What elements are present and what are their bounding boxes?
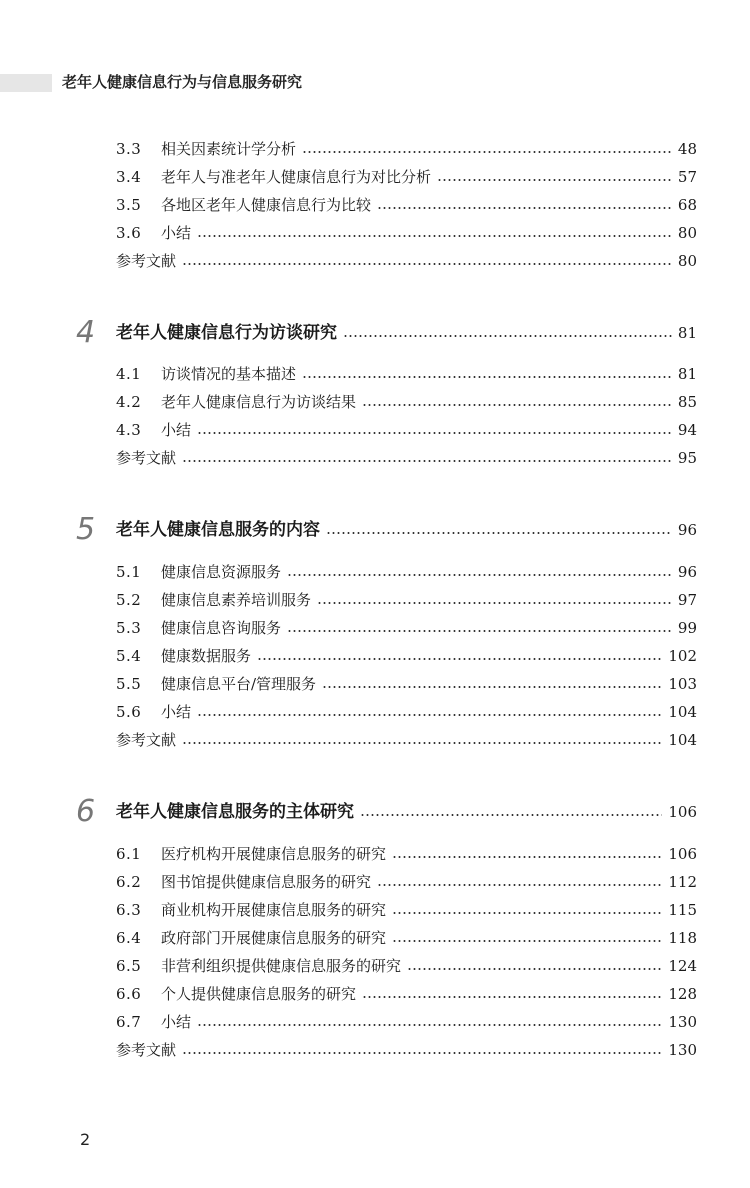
- dot-leader: [302, 376, 672, 378]
- dot-leader: [326, 532, 672, 534]
- entry-title: 小结: [161, 421, 192, 439]
- toc-section-6-2[interactable]: [116, 870, 697, 894]
- toc-section-6-5[interactable]: [116, 954, 697, 978]
- dot-leader: [407, 968, 662, 970]
- dot-leader: [182, 263, 672, 265]
- toc-references[interactable]: [116, 249, 697, 273]
- page-ref: 97: [677, 591, 697, 609]
- page-ref: 102: [668, 647, 697, 665]
- page-ref: 128: [668, 985, 697, 1003]
- dot-leader: [377, 884, 662, 886]
- dot-leader: [392, 912, 662, 914]
- chapter-number: 6: [76, 794, 96, 829]
- page-ref: 80: [677, 252, 697, 270]
- toc-section-3-6[interactable]: [116, 221, 697, 245]
- entry-title: 参考文献: [116, 1041, 177, 1059]
- chapter-title: 老年人健康信息服务的内容: [116, 520, 320, 540]
- toc-section-3-3[interactable]: [116, 137, 697, 161]
- toc-chapter-5[interactable]: [76, 512, 697, 548]
- section-number: 6.7: [116, 1013, 142, 1031]
- dot-leader: [377, 207, 672, 209]
- page-ref: 81: [677, 324, 697, 342]
- section-number: 3.6: [116, 224, 142, 242]
- dot-leader: [392, 856, 662, 858]
- toc-chapter-4[interactable]: [76, 315, 697, 351]
- toc-section-5-6[interactable]: [116, 700, 697, 724]
- toc-section-5-3[interactable]: [116, 616, 697, 640]
- section-number: 5.1: [116, 563, 142, 581]
- page-ref: 80: [677, 224, 697, 242]
- section-number: 3.3: [116, 140, 142, 158]
- page-ref: 96: [677, 563, 697, 581]
- toc-section-5-2[interactable]: [116, 588, 697, 612]
- entry-title: 老年人健康信息行为访谈结果: [161, 393, 357, 411]
- entry-title: 参考文献: [116, 449, 177, 467]
- chapter-title: 老年人健康信息行为访谈研究: [116, 323, 337, 343]
- dot-leader: [197, 432, 672, 434]
- toc-references[interactable]: [116, 446, 697, 470]
- section-number: 6.1: [116, 845, 142, 863]
- section-number: 6.2: [116, 873, 142, 891]
- dot-leader: [182, 742, 662, 744]
- section-number: 4.1: [116, 365, 142, 383]
- page-ref: 106: [668, 803, 697, 821]
- page-ref: 68: [677, 196, 697, 214]
- page-ref: 112: [668, 873, 697, 891]
- dot-leader: [343, 335, 672, 337]
- dot-leader: [362, 404, 672, 406]
- page-ref: 96: [677, 521, 697, 539]
- page-ref: 106: [668, 845, 697, 863]
- entry-title: 小结: [161, 1013, 192, 1031]
- dot-leader: [257, 658, 662, 660]
- dot-leader: [287, 630, 672, 632]
- entry-title: 非营利组织提供健康信息服务的研究: [161, 957, 402, 975]
- entry-title: 健康信息平台/管理服务: [161, 675, 317, 693]
- entry-title: 各地区老年人健康信息行为比较: [161, 196, 372, 214]
- chapter-number: 4: [76, 315, 96, 350]
- entry-title: 小结: [161, 703, 192, 721]
- toc-section-5-4[interactable]: [116, 644, 697, 668]
- toc-section-6-7[interactable]: [116, 1010, 697, 1034]
- entry-title: 参考文献: [116, 731, 177, 749]
- dot-leader: [362, 996, 662, 998]
- entry-title: 相关因素统计学分析: [161, 140, 297, 158]
- entry-title: 商业机构开展健康信息服务的研究: [161, 901, 387, 919]
- dot-leader: [302, 151, 672, 153]
- toc-section-4-1[interactable]: [116, 362, 697, 386]
- running-header-title: 老年人健康信息行为与信息服务研究: [62, 73, 303, 91]
- entry-title: 健康信息资源服务: [161, 563, 282, 581]
- toc-section-4-2[interactable]: [116, 390, 697, 414]
- section-number: 5.5: [116, 675, 142, 693]
- page-ref: 57: [677, 168, 697, 186]
- section-number: 6.4: [116, 929, 142, 947]
- section-number: 5.3: [116, 619, 142, 637]
- toc-references[interactable]: [116, 1038, 697, 1062]
- dot-leader: [322, 686, 662, 688]
- page-ref: 124: [668, 957, 697, 975]
- chapter-number: 5: [76, 512, 96, 547]
- section-number: 3.5: [116, 196, 142, 214]
- dot-leader: [437, 179, 672, 181]
- chapter-title: 老年人健康信息服务的主体研究: [116, 802, 354, 822]
- entry-title: 参考文献: [116, 252, 177, 270]
- toc-section-3-4[interactable]: [116, 165, 697, 189]
- toc-section-6-1[interactable]: [116, 842, 697, 866]
- dot-leader: [392, 940, 662, 942]
- page-ref: 99: [677, 619, 697, 637]
- entry-title: 访谈情况的基本描述: [161, 365, 297, 383]
- entry-title: 个人提供健康信息服务的研究: [161, 985, 357, 1003]
- entry-title: 老年人与准老年人健康信息行为对比分析: [161, 168, 432, 186]
- section-number: 5.2: [116, 591, 142, 609]
- toc-section-6-3[interactable]: [116, 898, 697, 922]
- section-number: 5.6: [116, 703, 142, 721]
- toc-references[interactable]: [116, 728, 697, 752]
- section-number: 6.6: [116, 985, 142, 1003]
- dot-leader: [287, 574, 672, 576]
- entry-title: 健康数据服务: [161, 647, 252, 665]
- section-number: 6.3: [116, 901, 142, 919]
- entry-title: 健康信息素养培训服务: [161, 591, 312, 609]
- page-ref: 95: [677, 449, 697, 467]
- dot-leader: [182, 460, 672, 462]
- toc-section-6-4[interactable]: [116, 926, 697, 950]
- dot-leader: [197, 235, 672, 237]
- dot-leader: [360, 814, 662, 816]
- section-number: 3.4: [116, 168, 142, 186]
- toc-section-6-6[interactable]: [116, 982, 697, 1006]
- section-number: 4.2: [116, 393, 142, 411]
- entry-title: 政府部门开展健康信息服务的研究: [161, 929, 387, 947]
- toc-section-4-3[interactable]: [116, 418, 697, 442]
- page-ref: 85: [677, 393, 697, 411]
- page-ref: 103: [668, 675, 697, 693]
- page-ref: 81: [677, 365, 697, 383]
- entry-title: 健康信息咨询服务: [161, 619, 282, 637]
- toc-section-5-5[interactable]: [116, 672, 697, 696]
- section-number: 5.4: [116, 647, 142, 665]
- section-number: 6.5: [116, 957, 142, 975]
- dot-leader: [197, 1024, 662, 1026]
- entry-title: 小结: [161, 224, 192, 242]
- page-ref: 104: [668, 703, 697, 721]
- page-ref: 94: [677, 421, 697, 439]
- entry-title: 医疗机构开展健康信息服务的研究: [161, 845, 387, 863]
- header-band: [0, 74, 52, 92]
- page-number: 2: [80, 1130, 91, 1149]
- page-ref: 115: [668, 901, 697, 919]
- page-ref: 48: [677, 140, 697, 158]
- entry-title: 图书馆提供健康信息服务的研究: [161, 873, 372, 891]
- section-number: 4.3: [116, 421, 142, 439]
- dot-leader: [182, 1052, 662, 1054]
- page-ref: 130: [668, 1041, 697, 1059]
- toc-section-5-1[interactable]: [116, 560, 697, 584]
- toc-chapter-6[interactable]: [76, 794, 697, 830]
- page-ref: 130: [668, 1013, 697, 1031]
- dot-leader: [197, 714, 662, 716]
- page-ref: 118: [668, 929, 697, 947]
- dot-leader: [317, 602, 672, 604]
- page-ref: 104: [668, 731, 697, 749]
- toc-section-3-5[interactable]: [116, 193, 697, 217]
